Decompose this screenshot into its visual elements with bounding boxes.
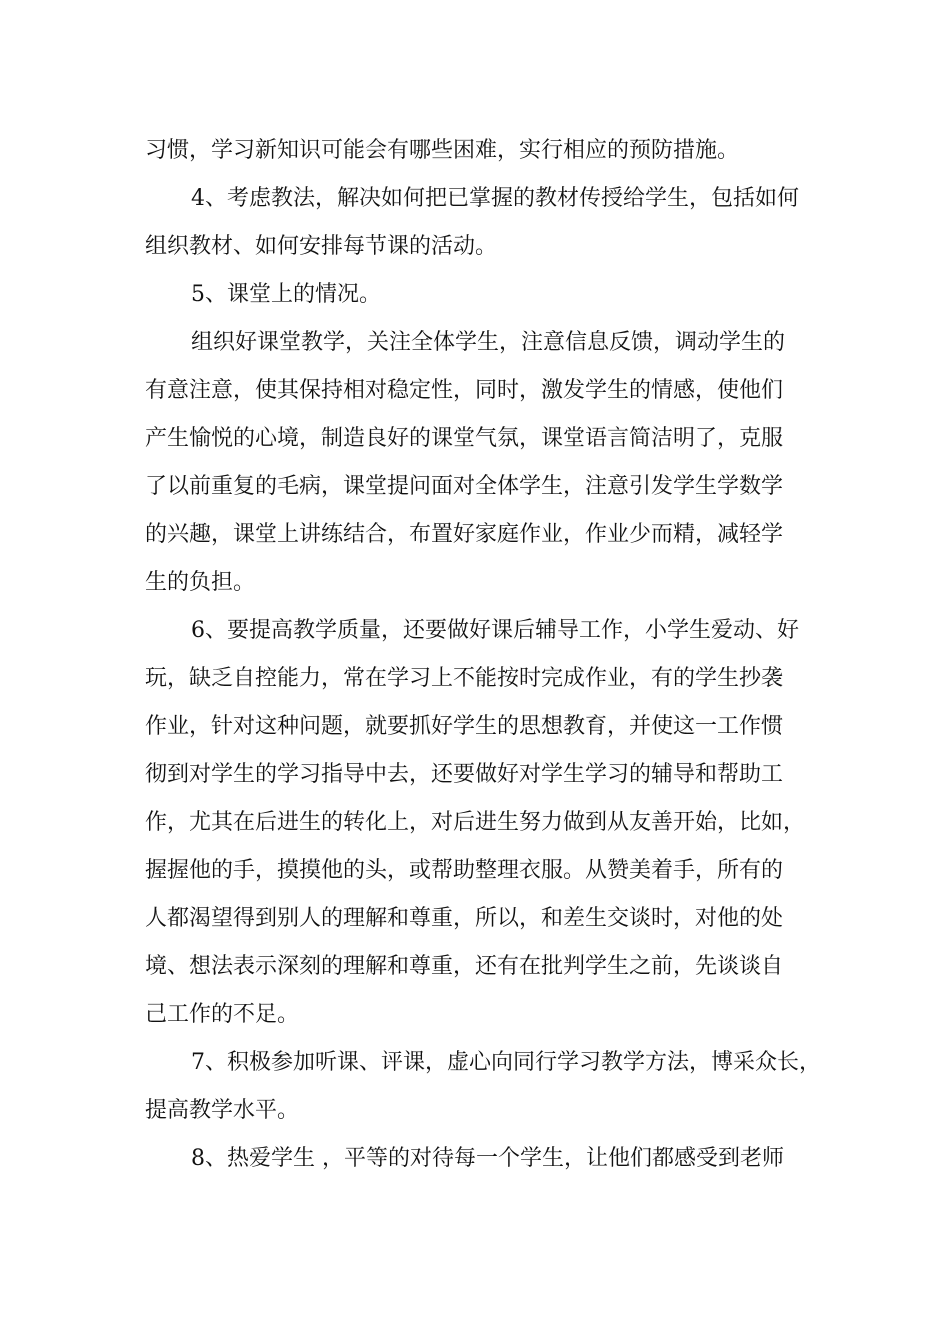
text-line: 生的负担。	[145, 570, 256, 595]
text-line: 产生愉悦的心境，制造良好的课堂气氛，课堂语言简洁明了，克服	[145, 426, 784, 451]
text-line: 握握他的手，摸摸他的头，或帮助整理衣服。从赞美着手，所有的	[145, 858, 784, 883]
paragraph-6-line-1: 6、要提高教学质量，还要做好课后辅导工作，小学生爱动、好	[191, 618, 799, 643]
text-line: 境、想法表示深刻的理解和尊重，还有在批判学生之前，先谈谈自	[145, 954, 784, 979]
paragraph-7-line-1: 7、积极参加听课、评课，虚心向同行学习教学方法，博采众长，	[191, 1050, 821, 1075]
paragraph-5-heading: 5、课堂上的情况。	[191, 282, 381, 307]
text-line: 彻到对学生的学习指导中去，还要做好对学生学习的辅导和帮助工	[145, 762, 784, 787]
paragraph-4-line-1: 4、考虑教法，解决如何把已掌握的教材传授给学生，包括如何	[191, 186, 799, 211]
text-line: 组织教材、如何安排每节课的活动。	[145, 234, 498, 259]
text-line: 了以前重复的毛病，课堂提问面对全体学生，注意引发学生学数学	[145, 474, 784, 499]
text-line: 作业，针对这种问题，就要抓好学生的思想教育，并使这一工作惯	[145, 714, 784, 739]
text-line: 有意注意，使其保持相对稳定性，同时，激发学生的情感，使他们	[145, 378, 784, 403]
paragraph-8-line-1: 8、热爱学生 ，平等的对待每一个学生，让他们都感受到老师	[191, 1146, 784, 1171]
text-line: 己工作的不足。	[145, 1002, 300, 1027]
body-text	[145, 127, 821, 1183]
text-line: 的兴趣，课堂上讲练结合，布置好家庭作业，作业少而精，减轻学	[145, 522, 784, 547]
paragraph-5-body-line-1: 组织好课堂教学，关注全体学生，注意信息反馈，调动学生的	[191, 330, 786, 355]
text-line: 玩，缺乏自控能力，常在学习上不能按时完成作业，有的学生抄袭	[145, 666, 784, 691]
text-line: 提高教学水平。	[145, 1098, 300, 1123]
text-line: 人都渴望得到别人的理解和尊重，所以，和差生交谈时，对他的处	[145, 906, 784, 931]
text-line: 习惯，学习新知识可能会有哪些困难，实行相应的预防措施。	[145, 138, 740, 163]
text-line: 作，尤其在后进生的转化上，对后进生努力做到从友善开始，比如，	[145, 810, 806, 835]
